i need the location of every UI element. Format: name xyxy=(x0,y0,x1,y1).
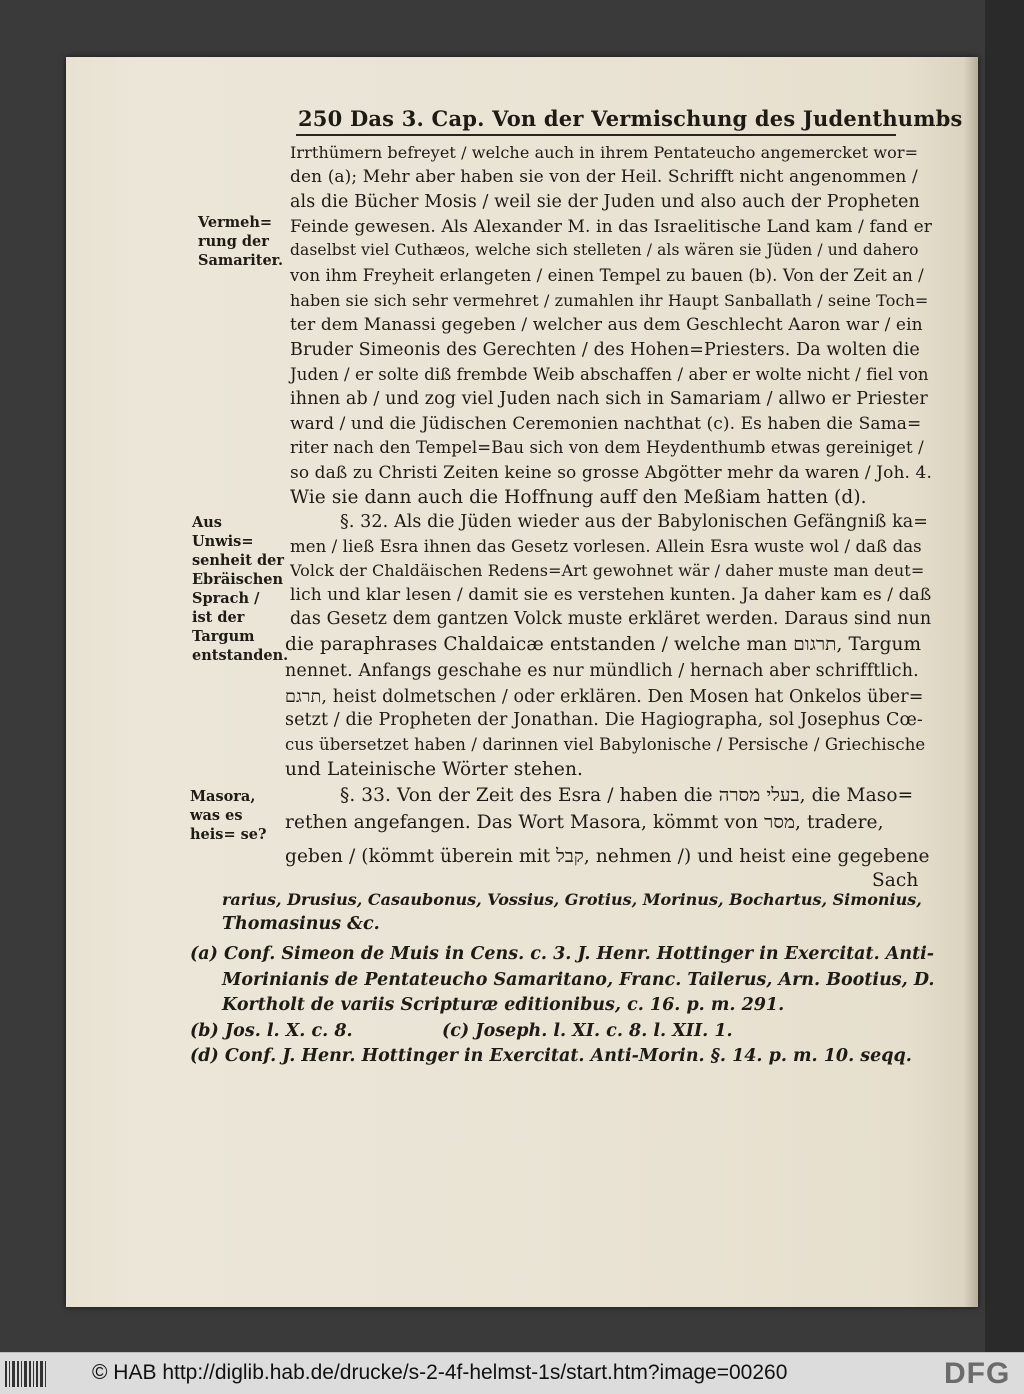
body-line: so daß zu Christi Zeiten keine so grosse Abgötter mehr da waren / Joh. 4. xyxy=(290,463,932,483)
body-line: und Lateinische Wörter stehen. xyxy=(285,759,583,780)
body-line: als die Bücher Mosis / weil sie der Juden und also auch der Propheten xyxy=(290,192,920,212)
footnote-line: rarius, Drusius, Casaubonus, Vossius, Grotius, Morinus, Bochartus, Simonius, xyxy=(222,890,922,909)
dfg-logo: DFG xyxy=(944,1357,1011,1390)
body-line: Bruder Simeonis des Gerechten / des Hohen=Priesters. Da wolten die xyxy=(290,340,920,360)
side-note: Vermeh= rung der Samariter. xyxy=(198,214,284,269)
body-line: ter dem Manassi gegeben / welcher aus dem Geschlecht Aaron war / ein xyxy=(290,315,923,335)
footnote-line: (a) Conf. Simeon de Muis in Cens. c. 3. J. Henr. Hottinger in Exercitat. Anti- xyxy=(190,944,935,964)
body-line: den (a); Mehr aber haben sie von der Heil. Schrifft nicht angenommen / xyxy=(290,167,918,187)
footnote-line: Morinianis de Pentateucho Samaritano, Franc. Tailerus, Arn. Bootius, D. xyxy=(222,970,935,990)
header-rule xyxy=(296,134,896,136)
body-line: geben / (kömmt überein mit קבל, nehmen /) und heist eine gegebene xyxy=(285,846,930,867)
body-line: rethen angefangen. Das Wort Masora, kömmt von מסר, tradere, xyxy=(285,812,884,833)
body-line: תרגם, heist dolmetschen / oder erklären. Den Mosen hat Onkelos über= xyxy=(285,687,924,707)
body-line: §. 33. Von der Zeit des Esra / haben die בעלי מסרה, die Maso= xyxy=(340,785,914,806)
footnote-line: (c) Joseph. l. XI. c. 8. l. XII. 1. xyxy=(442,1021,733,1041)
body-line: ward / und die Jüdischen Ceremonien nachthat (c). Es haben die Sama= xyxy=(290,414,922,434)
viewer-gutter xyxy=(985,0,1024,1352)
side-note: Aus Unwis= senheit der Ebräischen Sprach / ist der Targum entstanden. xyxy=(192,514,289,664)
body-line: haben sie sich sehr vermehret / zumahlen ihr Haupt Sanballath / seine Toch= xyxy=(290,291,929,310)
body-line: die paraphrases Chaldaicæ entstanden / welche man תרגום, Targum xyxy=(285,634,922,655)
body-line: Volck der Chaldäischen Redens=Art gewohnet wär / daher muste man deut= xyxy=(290,561,925,580)
page-header: 250 Das 3. Cap. Von der Vermischung des Judenthumbs xyxy=(298,106,963,131)
body-line: das Gesetz dem gantzen Volck muste erkläret werden. Daraus sind nun xyxy=(290,609,932,629)
body-line: nennet. Anfangs geschahe es nur mündlich / hernach aber schrifftlich. xyxy=(285,661,919,681)
body-line: lich und klar lesen / damit sie es verstehen kunten. Ja daher kam es / daß xyxy=(290,585,932,605)
footnote-line: (d) Conf. J. Henr. Hottinger in Exercitat. Anti-Morin. §. 14. p. m. 10. seqq. xyxy=(190,1046,912,1066)
body-line: Juden / er solte diß frembde Weib abschaffen / aber er wolte nicht / fiel von xyxy=(290,365,929,384)
footnote-line: (b) Jos. l. X. c. 8. xyxy=(190,1021,353,1041)
body-line: Wie sie dann auch die Hoffnung auff den Meßiam hatten (d). xyxy=(290,487,867,508)
body-line: Irrthümern befreyet / welche auch in ihrem Pentateucho angemercket wor= xyxy=(290,143,919,162)
body-line: daselbst viel Cuthæos, welche sich stelleten / als wären sie Jüden / und dahero xyxy=(290,241,919,259)
body-line: cus übersetzet haben / darinnen viel Babylonische / Persische / Griechische xyxy=(285,735,926,754)
body-line: men / ließ Esra ihnen das Gesetz vorlesen. Allein Esra wuste wol / daß das xyxy=(290,537,922,556)
barcode-icon xyxy=(5,1361,47,1387)
body-line: setzt / die Propheten der Jonathan. Die Hagiographa, sol Josephus Cœ- xyxy=(285,710,923,730)
body-line: §. 32. Als die Jüden wieder aus der Babylonischen Gefängniß ka= xyxy=(340,512,929,532)
footnote-line: Thomasinus &c. xyxy=(222,914,380,934)
attribution-bar xyxy=(0,1352,1024,1394)
catchword: Sach xyxy=(872,870,919,891)
body-line: riter nach den Tempel=Bau sich von dem Heydenthumb etwas gereiniget / xyxy=(290,438,924,457)
body-line: ihnen ab / und zog viel Juden nach sich in Samariam / allwo er Priester xyxy=(290,389,928,409)
copyright-link[interactable]: © HAB http://diglib.hab.de/drucke/s-2-4f-helmst-1s/start.htm?image=00260 xyxy=(92,1361,788,1384)
body-line: Feinde gewesen. Als Alexander M. in das Israelitische Land kam / fand er xyxy=(290,217,933,237)
body-line: von ihm Freyheit erlangeten / einen Tempel zu bauen (b). Von der Zeit an / xyxy=(290,266,924,285)
footnote-line: Kortholt de variis Scripturæ editionibus, c. 16. p. m. 291. xyxy=(222,995,785,1015)
side-note: Masora, was es heis= se? xyxy=(190,788,267,843)
